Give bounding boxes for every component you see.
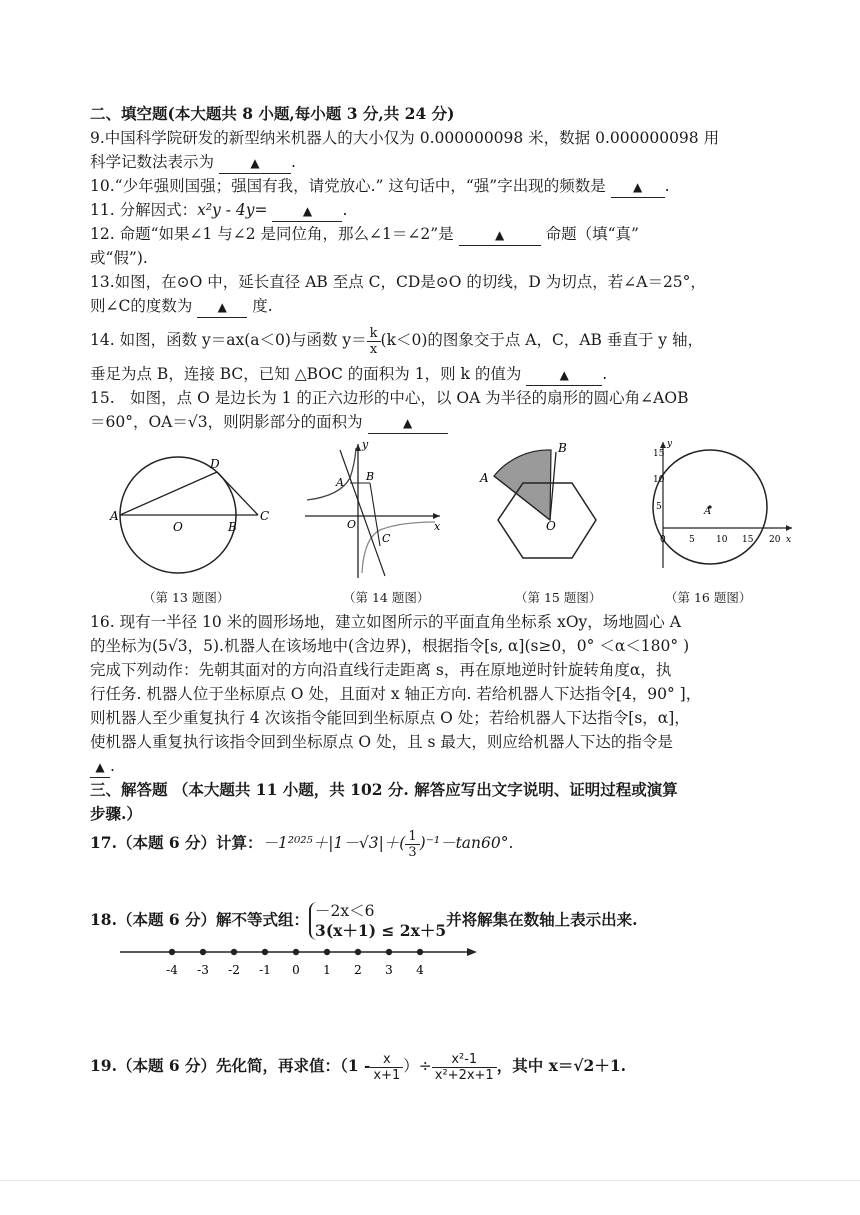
q9-answer-blank [219,152,291,174]
q17-expr: －1²⁰²⁵＋|1－√3|＋( [262,834,406,852]
q19-suffix: ，其中 x＝√2＋1. [496,1056,627,1075]
fig16-coordinate-circle [653,439,792,568]
q16-line7: ▲ . [90,756,115,778]
q16-line5: 则机器人至少重复执行 4 次该指令能回到坐标原点 O 处；若给机器人下达指令[s，α]， [90,709,690,727]
number-line-tick-label: 3 [385,963,393,977]
q12-text-a: 12. 命题“如果∠1 与∠2 是同位角，那么∠1＝∠2”是 [90,225,454,243]
q9-line2: 科学记数法表示为 ▲ . [90,152,296,174]
number-line-point [169,949,175,955]
answer-marker-icon: ▲ [495,228,505,242]
fig14-label-o: O [347,518,357,531]
q19-f1-den: x+1 [373,1067,401,1083]
q19-prefix: 19.（本题 6 分）先化简，再求值：（1 - [90,1056,371,1075]
number-line-tick-label: 1 [323,963,331,977]
number-line-tick-label: -3 [197,963,209,977]
q19-line [90,1040,626,1092]
q17-frac-den: 3 [408,844,417,860]
q15-line1: 15. 如图，点 O 是边长为 1 的正六边形的中心，以 OA 为半径的扇形的圆心角∠AOB [90,389,689,407]
q14-line2: 垂足为点 B，连接 BC，已知 △BOC 的面积为 1，则 k 的值为 ▲ . [90,364,607,386]
q12-answer-blank [459,224,541,246]
q18-suffix: 并将解集在数轴上表示出来. [446,910,638,929]
number-line-point [386,949,392,955]
answer-marker-icon: ▲ [95,760,105,774]
number-line-point [417,949,423,955]
q11-expr: x²y - 4y= [197,201,268,219]
q19-f1-num: x [370,1052,403,1068]
fig16-ytick-5: 5 [656,502,662,512]
q18-ineq1: －2x＜6 [315,902,375,920]
q14-frac-num: k [367,326,381,342]
q17-expr2: )⁻¹－tan60°. [419,834,514,852]
fig16-xtick-5: 5 [689,535,695,545]
q14-text-c: 垂足为点 B，连接 BC，已知 △BOC 的面积为 1，则 k 的值为 [90,365,522,383]
caption-fig15: （第 15 题图） [515,590,602,605]
q19-mid: ）÷ [403,1057,432,1075]
answer-marker-icon: ▲ [302,204,313,218]
number-line-tick-label: 0 [292,963,300,977]
fig14-label-a: A [336,476,344,489]
q17-prefix: 17.（本题 6 分）计算： [90,833,263,852]
fig13-label-a: A [110,509,119,523]
q15-answer-blank [368,412,448,434]
number-line-point [355,949,361,955]
fig16-label-a: A [704,506,712,517]
number-line-point [324,949,330,955]
fig15-label-a: A [480,471,489,485]
fig16-xtick-20: 20 [769,535,781,545]
q18-inequality-system [309,902,446,940]
fig13-label-o: O [173,520,183,534]
fig15-label-b: B [558,441,567,455]
q18-prefix: 18.（本题 6 分）解不等式组： [90,910,310,929]
number-line-tick-label: 4 [416,963,424,977]
fig14-label-c: C [382,532,391,545]
q9-line1: 9.中国科学院研发的新型纳米机器人的大小仅为 0.000000098 米，数据 0.000000098 用 [90,129,720,147]
fig16-ytick-10: 10 [653,475,665,485]
fig15-label-o: O [546,519,556,533]
q13-line1: 13.如图，在⊙O 中，延长直径 AB 至点 C，CD是⊙O 的切线，D 为切点，若∠A＝25°， [90,273,706,291]
fig15-hexagon-sector [479,441,596,558]
section3-title-line1: 三、解答题 （本大题共 11 小题，共 102 分. 解答应写出文字说明、证明过程或演算 [90,780,678,799]
q10-line: 10.“少年强则国强；强国有我，请党放心.” 这句话中，“强”字出现的频数是 ▲ . [90,176,670,198]
fig13-label-c: C [260,509,270,523]
q14-text-b: (k＜0)的图象交于点 A，C，AB 垂直于 y 轴， [380,331,703,349]
q11-prefix: 11. 分解因式： [90,201,198,219]
q18-line [90,900,638,940]
fig14-label-b: B [366,470,375,483]
q16-line6: 使机器人重复执行该指令回到坐标原点 O 处，且 s 最大，则应给机器人下达的指令是 [90,733,673,751]
q16-answer-blank [90,756,110,778]
number-line-point [293,949,299,955]
q19-f2-num: x²-1 [432,1052,497,1068]
q13-answer-blank [197,296,247,318]
q14-fraction [367,326,381,357]
q13-line2 [90,296,273,318]
q14-line1 [90,324,703,357]
fig14-label-x: x [434,520,441,533]
caption-fig14: （第 14 题图） [343,590,430,605]
q15-text: ＝60°，OA＝√3，则阴影部分的面积为 [90,413,363,431]
q14-answer-blank [526,364,602,386]
answer-marker-icon: ▲ [559,368,569,382]
fig16-xtick-0: 0 [660,535,666,545]
q10-text: 10.“少年强则国强；强国有我，请党放心.” 这句话中，“强”字出现的频数是 [90,177,606,195]
caption-fig13: （第 13 题图） [143,590,230,605]
q18-ineq2: 3(x＋1) ≤ 2x＋5 [315,921,447,940]
number-line-point [262,949,268,955]
q13-text-a: 则∠C的度数为 [90,297,193,315]
fig14-hyperbola [305,438,441,578]
q19-fraction1 [370,1052,403,1083]
q19-f2-den: x²+2x+1 [434,1067,494,1083]
number-line-tick-label: -4 [166,963,178,977]
number-line-tick-label: -1 [259,963,271,977]
answer-marker-icon: ▲ [402,416,413,430]
fig16-xtick-15: 15 [742,535,754,545]
q17-frac-num: 1 [405,829,419,845]
fig16-label-y: y [667,439,673,449]
q13-text-b: 度. [252,297,273,315]
q9-text: 科学记数法表示为 [90,153,215,171]
fig16-xtick-10: 10 [716,535,728,545]
q10-answer-blank [611,176,665,198]
answer-marker-icon: ▲ [217,300,227,314]
fig13-label-d: D [210,457,220,471]
figures-row [100,438,800,588]
q15-line2 [90,412,448,434]
q12-text-b: 命题（填“真” [545,225,639,243]
number-line-tick-label: -2 [228,963,240,977]
answer-marker-icon: ▲ [250,156,260,170]
q16-line1: 16. 现有一半径 10 米的圆形场地，建立如图所示的平面直角坐标系 xOy，场地圆心 A [90,613,681,631]
q18-number-line [115,940,485,980]
q17-fraction [405,829,419,860]
fig13-circle-tangent [109,457,269,573]
q12-line1 [90,224,639,246]
fig16-label-x: x [786,535,792,545]
q14-frac-den: x [369,341,378,357]
section3-title-line2: 步骤.） [90,804,142,823]
fig14-label-y: y [362,438,369,451]
q12-line2: 或“假”). [90,249,148,267]
fig16-ytick-15: 15 [653,449,665,459]
q16-line4: 行任务. 机器人位于坐标原点 O 处，且面对 x 轴正方向. 若给机器人下达指令[4，90° ]， [90,685,702,703]
section2-title: 二、填空题(本大题共 8 小题,每小题 3 分,共 24 分) [90,104,455,123]
number-line-tick-label: 2 [354,963,362,977]
caption-fig16: （第 16 题图） [665,590,752,605]
q17-line [90,826,513,860]
q16-line2: 的坐标为(5√3，5).机器人在该场地中(含边界)，根据指令[s, α](s≥0，0° ＜α＜180° ) [90,637,690,655]
answer-marker-icon: ▲ [633,180,643,194]
q19-fraction2 [432,1052,497,1083]
q11-answer-blank [272,200,342,222]
q11-line: 11. 分解因式：x²y - 4y= ▲ . [90,200,347,222]
q16-line3: 完成下列动作：先朝其面对的方向沿直线行走距离 s，再在原地逆时针旋转角度α，执 [90,661,672,679]
fig13-label-b: B [228,520,237,534]
number-line-points [166,949,424,977]
number-line-point [200,949,206,955]
number-line-point [231,949,237,955]
page-bottom-rule [0,1180,860,1181]
q14-text-a: 14. 如图，函数 y＝ax(a＜0)与函数 y＝ [90,331,367,349]
